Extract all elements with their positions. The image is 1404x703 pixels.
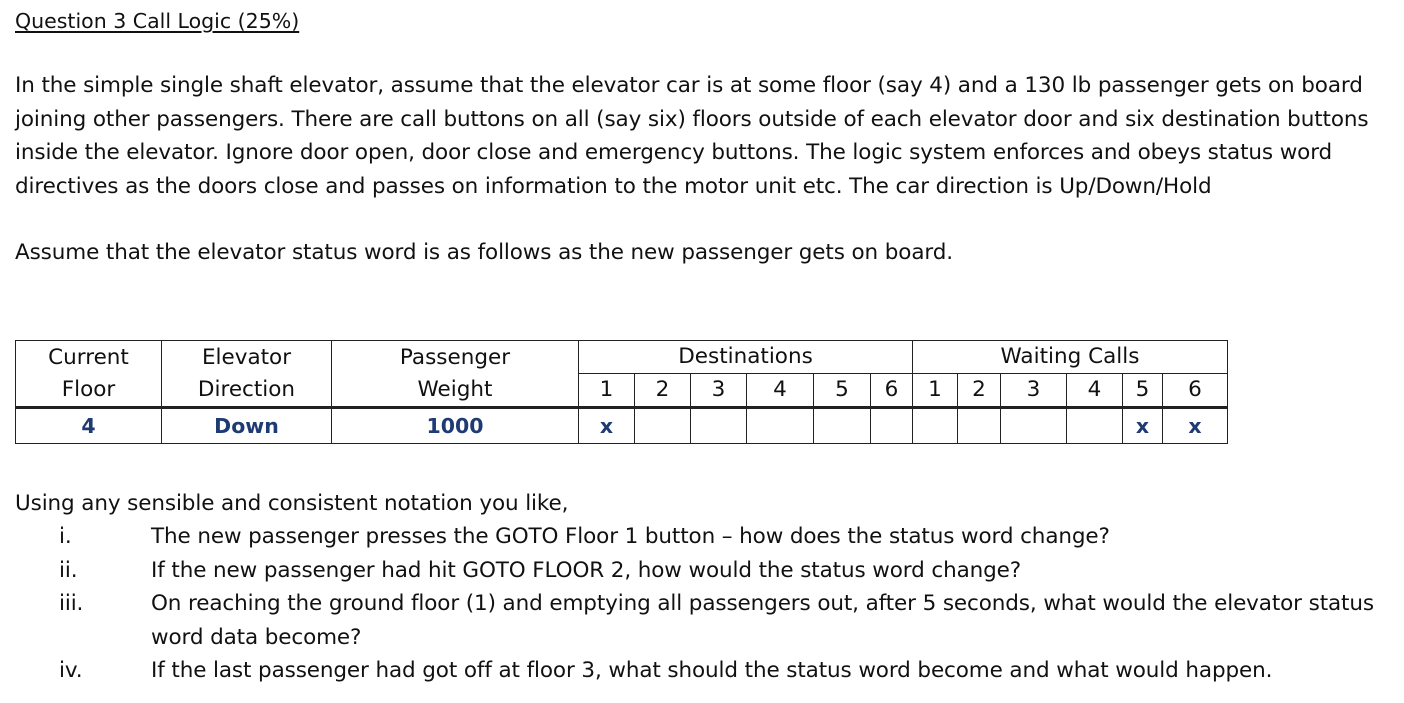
dest-floor-1: 1 <box>579 374 635 408</box>
document-page <box>15 6 1395 683</box>
header-weight-line2: Weight <box>417 376 493 402</box>
status-word-table <box>15 340 1228 444</box>
call-floor-3: 3 <box>1001 374 1067 408</box>
value-dest-1: x <box>579 408 635 444</box>
list-item <box>15 554 1395 588</box>
question-text: If the last passenger had got off at floor 3, what should the status word become and what would happen. <box>151 658 1273 683</box>
question-list <box>15 520 1395 688</box>
question-title: Question 3 Call Logic (25%) <box>15 9 300 33</box>
question-text: If the new passenger had hit GOTO FLOOR 2, how would the status word change? <box>151 557 1022 583</box>
question-number: iv. <box>59 658 83 683</box>
header-weight-line1: Passenger <box>399 344 511 370</box>
value-current-floor: 4 <box>16 408 162 444</box>
question-number: iii. <box>59 591 84 616</box>
question-text: The new passenger presses the GOTO Floor 1 button – how does the status word change? <box>151 524 1110 549</box>
header-direction-line2: Direction <box>197 376 296 402</box>
value-call-3 <box>1001 408 1067 444</box>
value-dest-3 <box>691 408 747 444</box>
call-floor-2: 2 <box>958 374 1001 408</box>
question-number: ii. <box>59 557 78 583</box>
table-header-row <box>16 341 1228 374</box>
value-direction: Down <box>162 408 332 444</box>
list-item <box>15 520 1395 554</box>
call-floor-5: 5 <box>1123 374 1163 408</box>
value-dest-4 <box>747 408 814 444</box>
header-current-floor-line2: Floor <box>61 376 116 402</box>
header-elevator-direction <box>162 341 332 408</box>
assume-paragraph: Assume that the elevator status word is as follows as the new passenger gets on board. <box>15 240 953 266</box>
call-floor-4: 4 <box>1067 374 1123 408</box>
header-direction-line1: Elevator <box>201 344 292 370</box>
dest-floor-5: 5 <box>814 374 871 408</box>
value-dest-5 <box>814 408 871 444</box>
dest-floor-2: 2 <box>635 374 691 408</box>
dest-floor-3: 3 <box>691 374 747 408</box>
dest-floor-4: 4 <box>747 374 814 408</box>
list-item <box>15 587 1395 654</box>
dest-floor-6: 6 <box>871 374 913 408</box>
call-floor-6: 6 <box>1163 374 1228 408</box>
list-item <box>15 654 1395 688</box>
header-passenger-weight <box>332 341 579 408</box>
header-current-floor <box>16 341 162 408</box>
intro-paragraph: In the simple single shaft elevator, assume that the elevator car is at some floor (say 4) and a 130 lb passenger gets on board joining other passengers. There are call buttons on all (say six) floors outside of each elevator door and six destination buttons inside the elevator. Ignore door open, door close and emergency buttons. The logic system enforces and obeys status word directives as the doors close and passes on information to the motor unit etc. The car direction is Up/Down/Hold <box>15 73 1369 199</box>
header-waiting-calls: Waiting Calls <box>913 341 1228 374</box>
header-current-floor-line1: Current <box>48 344 129 370</box>
using-notation-text: Using any sensible and consistent notation you like, <box>15 491 569 516</box>
value-call-6: x <box>1163 408 1228 444</box>
value-call-4 <box>1067 408 1123 444</box>
value-dest-6 <box>871 408 913 444</box>
value-weight: 1000 <box>332 408 579 444</box>
header-destinations: Destinations <box>579 341 913 374</box>
value-call-2 <box>958 408 1001 444</box>
value-call-5: x <box>1123 408 1163 444</box>
call-floor-1: 1 <box>913 374 958 408</box>
value-dest-2 <box>635 408 691 444</box>
question-number: i. <box>59 524 72 549</box>
table-value-row <box>16 408 1228 444</box>
value-call-1 <box>913 408 958 444</box>
question-text: On reaching the ground floor (1) and emptying all passengers out, after 5 seconds, what would the elevator status word data become? <box>151 591 1374 650</box>
